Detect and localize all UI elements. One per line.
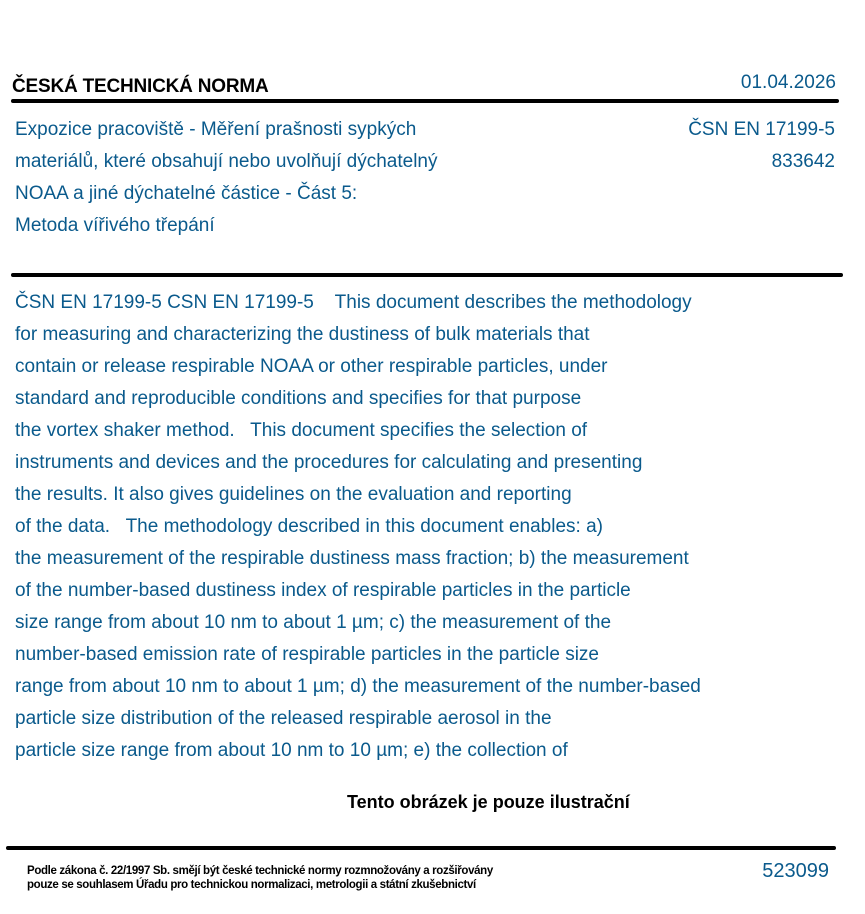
title-divider xyxy=(11,273,843,277)
abstract-line: particle size distribution of the released respirable aerosol in the xyxy=(15,708,552,729)
abstract-line: instruments and devices and the procedures for calculating and presenting xyxy=(15,452,643,473)
title-line: Expozice pracoviště - Měření prašnosti sypkých xyxy=(15,119,417,140)
standard-code: ČSN EN 17199-5 xyxy=(688,119,835,140)
title-line: Metoda vířivého třepání xyxy=(15,215,215,236)
document-title xyxy=(15,114,437,242)
abstract-line: contain or release respirable NOAA or other respirable particles, under xyxy=(15,356,608,377)
brand-title: ČESKÁ TECHNICKÁ NORMA xyxy=(12,76,269,97)
legal-line: Podle zákona č. 22/1997 Sb. smějí být české technické normy rozmnožovány a rozšiřovány xyxy=(27,865,493,877)
abstract-line: of the number-based dustiness index of respirable particles in the particle xyxy=(15,580,631,601)
issue-date: 01.04.2026 xyxy=(740,72,836,93)
abstract-text xyxy=(15,287,701,767)
abstract-line: of the data. The methodology described in this document enables: a) xyxy=(15,516,603,537)
document-number: 523099 xyxy=(762,860,829,882)
catalog-number: 833642 xyxy=(771,151,835,172)
title-line: NOAA a jiné dýchatelné částice - Část 5: xyxy=(15,183,358,204)
abstract-line: particle size range from about 10 nm to 10 µm; e) the collection of xyxy=(15,740,568,761)
abstract-line: the vortex shaker method. This document specifies the selection of xyxy=(15,420,588,441)
abstract-line: ČSN EN 17199-5 CSN EN 17199-5 This document describes the methodology xyxy=(15,292,692,313)
abstract-line: the results. It also gives guidelines on the evaluation and reporting xyxy=(15,484,572,505)
abstract-line: size range from about 10 nm to about 1 µm; c) the measurement of the xyxy=(15,612,612,633)
title-line: materiálů, které obsahují nebo uvolňují dýchatelný xyxy=(15,151,438,172)
header-divider xyxy=(11,99,839,103)
abstract-line: for measuring and characterizing the dustiness of bulk materials that xyxy=(15,324,590,345)
abstract-line: number-based emission rate of respirable particles in the particle size xyxy=(15,644,599,665)
abstract-line: standard and reproducible conditions and specifies for that purpose xyxy=(15,388,582,409)
abstract-line: range from about 10 nm to about 1 µm; d) the measurement of the number-based xyxy=(15,676,701,697)
legal-line: pouze se souhlasem Úřadu pro technickou normalizaci, metrologii a státní zkušebnictví xyxy=(27,879,476,891)
illustration-note: Tento obrázek je pouze ilustrační xyxy=(347,792,630,812)
legal-notice xyxy=(27,864,493,892)
footer-divider xyxy=(6,846,836,850)
abstract-line: the measurement of the respirable dustiness mass fraction; b) the measurement xyxy=(15,548,689,569)
document-meta xyxy=(688,114,835,178)
